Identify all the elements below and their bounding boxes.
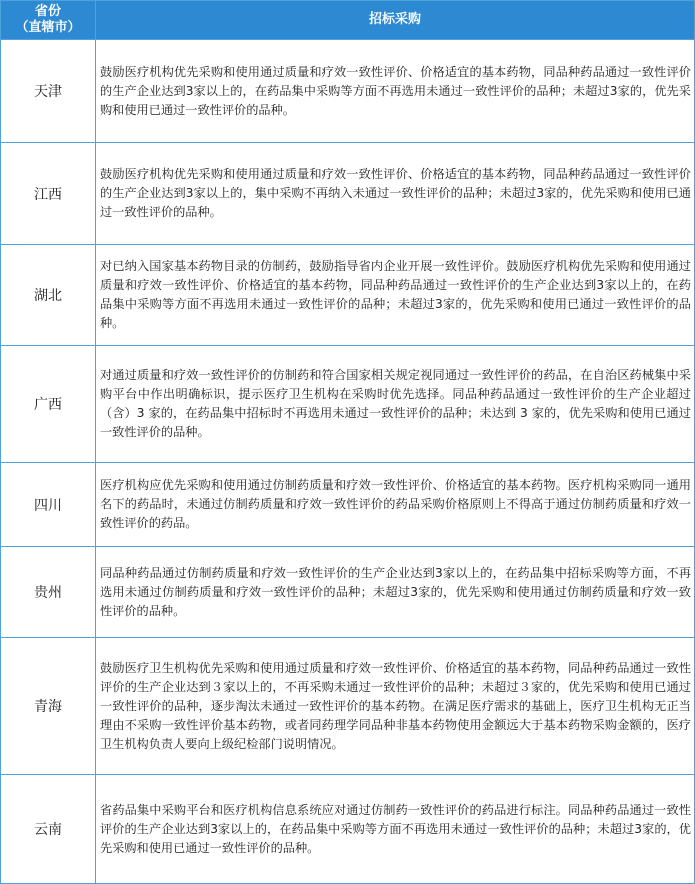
policy-cell: 鼓励医疗机构优先采购和使用通过质量和疗效一致性评价、价格适宜的基本药物，同品种药品通过一致性评价的生产企业达到3家以上的，在药品集中采购等方面不再选用未通过一致性评价的品种；未超过3家的，优先采购和使用已通过一致性评价的品种。 — [96, 40, 695, 143]
table-header — [1, 1, 695, 40]
province-cell: 湖北 — [1, 245, 96, 346]
policy-cell: 对通过质量和疗效一致性评价的仿制药和符合国家相关规定视同通过一致性评价的药品，在自治区药械集中采购平台中作出明确标识，提示医疗卫生机构在采购时优先选择。同品种药品通过一致性评价的生产企业超过（含）3 家的，在药品集中招标时不再选用未通过一致性评价的品种；未达到 3 家的，优先采购和使用已通过一致性评价的品种。 — [96, 346, 695, 463]
policy-cell: 省药品集中采购平台和医疗机构信息系统应对通过仿制药一致性评价的药品进行标注。同品种药品通过一致性评价的生产企业达到3家以上的，在药品集中采购等方面不再选用未通过一致性评价的品种；未超过3家的，优先采购和使用已通过一致性评价的品种。 — [96, 775, 695, 884]
policy-cell: 鼓励医疗机构优先采购和使用通过质量和疗效一致性评价、价格适宜的基本药物，同品种药品通过一致性评价的生产企业达到3家以上的，集中采购不再纳入未通过一致性评价的品种；未超过3家的，优先采购和使用已通过一致性评价的品种。 — [96, 143, 695, 245]
table-row — [1, 143, 695, 245]
province-column-header — [1, 1, 96, 40]
province-cell: 江西 — [1, 143, 96, 245]
province-cell: 云南 — [1, 775, 96, 884]
province-cell: 天津 — [1, 40, 96, 143]
table-row — [1, 245, 695, 346]
policy-cell: 鼓励医疗卫生机构优先采购和使用通过质量和疗效一致性评价、价格适宜的基本药物，同品种药品通过一致性评价的生产企业达到３家以上的，不再采购未通过一致性评价的品种；未超过３家的，优先采购和使用已通过一致性评价的品种，逐步淘汰未通过一致性评价的基本药物。在满足医疗需求的基础上，医疗卫生机构无正当理由不采购一致性评价基本药物，或者同药理学同品种非基本药物使用金额远大于基本药物采购金额的，医疗卫生机构负责人要向上级纪检部门说明情况。 — [96, 638, 695, 775]
header-row — [1, 1, 695, 40]
table-row — [1, 638, 695, 775]
policy-cell: 同品种药品通过仿制药质量和疗效一致性评价的生产企业达到3家以上的，在药品集中招标采购等方面，不再选用未通过仿制药质量和疗效一致性评价的品种；未超过3家的，优先采购和使用通过仿制药质量和疗效一致性评价的品种。 — [96, 547, 695, 638]
procurement-column-header: 招标采购 — [96, 1, 695, 40]
province-cell: 贵州 — [1, 547, 96, 638]
policy-cell: 对已纳入国家基本药物目录的仿制药，鼓励指导省内企业开展一致性评价。鼓励医疗机构优先采购和使用通过质量和疗效一致性评价、价格适宜的基本药物，同品种药品通过一致性评价的生产企业达到3家以上的，在药品集中采购等方面不再选用未通过一致性评价的品种；未超过3家的，优先采购和使用已通过一致性评价的品种。 — [96, 245, 695, 346]
table-row — [1, 40, 695, 143]
province-header-line2: （直辖市） — [15, 20, 81, 35]
table-row — [1, 547, 695, 638]
province-cell: 青海 — [1, 638, 96, 775]
table-row — [1, 463, 695, 547]
table-body — [1, 40, 695, 884]
province-cell: 四川 — [1, 463, 96, 547]
province-header-line1: 省份 — [34, 4, 61, 19]
province-cell: 广西 — [1, 346, 96, 463]
table-row — [1, 346, 695, 463]
table-row — [1, 775, 695, 884]
policy-cell: 医疗机构应优先采购和使用通过仿制药质量和疗效一致性评价、价格适宜的基本药物。医疗机构采购同一通用名下的药品时，未通过仿制药质量和疗效一致性评价的药品采购价格原则上不得高于通过仿制药质量和疗效一致性评价的药品。 — [96, 463, 695, 547]
